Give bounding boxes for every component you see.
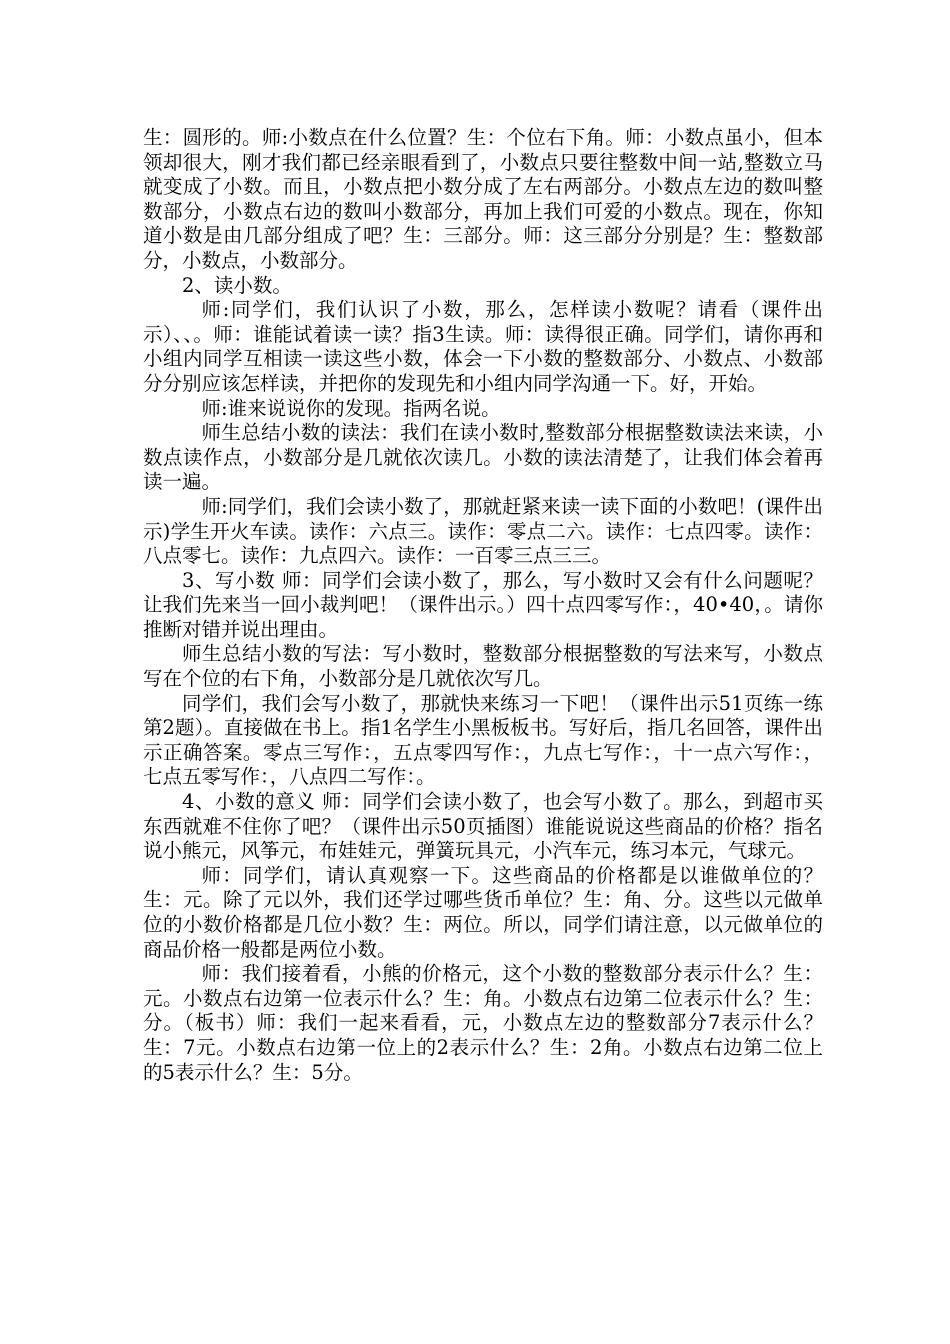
document-body [143, 126, 823, 1085]
paragraph-writing-summary: 师生总结小数的写法：写小数时，整数部分根据整数的写法来写，小数点写在个位的右下角，小数部分是几就依次写几。 [143, 642, 823, 691]
section-decimal-meaning: 4、小数的意义 师：同学们会读小数了，也会写小数了。那么，到超市买东西就难不住你了吧？（课件出示50页插图）谁能说说这些商品的价格？指名说小熊元，风筝元，布娃娃元，弹簧玩具元，小汽车元，练习本元，气球元。 [143, 790, 823, 863]
paragraph-reading-practice: 师:同学们，我们会读小数了，那就赶紧来读一读下面的小数吧！(课件出示)学生开火车读。读作：六点三。读作：零点二六。读作：七点四零。读作：八点零七。读作：九点四六。读作：一百零三点三三。 [143, 494, 823, 568]
paragraph-intro: 生：圆形的。师:小数点在什么位置？生：个位右下角。师：小数点虽小，但本领却很大，刚才我们都已经亲眼看到了，小数点只要往整数中间一站,整数立马就变成了小数。而且，小数点把小数分成了左右两部分。小数点左边的数叫整数部分，小数点右边的数叫小数部分，再加上我们可爱的小数点。现在，你知道小数是由几部分组成了吧？生：三部分。师：这三部分分别是？生：整数部分，小数点，小数部分。 [143, 126, 823, 272]
section-heading-read-decimals: 2、读小数。 [182, 273, 292, 297]
paragraph-reading-summary: 师生总结小数的读法：我们在读小数时,整数部分根据整数读法来读，小数点读作点，小数部分是几就依次读几。小数的读法清楚了，让我们体会着再读一遍。 [143, 421, 823, 494]
paragraph-read-intro: 师:同学们，我们认识了小数，那么，怎样读小数呢？请看（课件出示）、、。师：谁能试着读一读？指3生读。师：读得很正确。同学们，请你再和小组内同学互相读一读这些小数，体会一下小数的整数部分、小数点、小数部分分别应该怎样读，并把你的发现先和小组内同学沟通一下。好，开始。 [143, 298, 823, 395]
paragraph-place-values: 师：我们接着看，小熊的价格元，这个小数的整数部分表示什么？生：元。小数点右边第一位表示什么？生：角。小数点右边第二位表示什么？生：分。（板书）师：我们一起来看看，元，小数点左边的整数部分7表示什么？生：7元。小数点右边第一位上的2表示什么？生：2角。小数点右边第二位上的5表示什么？生：5分。 [143, 962, 823, 1084]
section-write-decimals: 3、写小数 师：同学们会读小数了，那么，写小数时又会有什么问题呢？让我们先来当一回小裁判吧！（课件出示。）四十点四零写作：，40•40，。请你推断对错并说出理由。 [143, 568, 823, 641]
paragraph-discovery: 师:谁来说说你的发现。指两名说。 [201, 396, 501, 420]
paragraph-price-units: 师：同学们，请认真观察一下。这些商品的价格都是以谁做单位的？生：元。除了元以外，我们还学过哪些货币单位？生：角、分。这些以元做单位的小数价格都是几位小数？生：两位。所以，同学们请注意，以元做单位的商品价格一般都是两位小数。 [143, 863, 823, 961]
paragraph-writing-practice: 同学们，我们会写小数了，那就快来练习一下吧！（课件出示51页练一练第2题）。直接做在书上。指1名学生小黑板板书。写好后，指几名回答，课件出示正确答案。零点三写作：，五点零四写作：，九点七写作：，十一点六写作：，七点五零写作：，八点四二写作：。 [143, 691, 823, 789]
